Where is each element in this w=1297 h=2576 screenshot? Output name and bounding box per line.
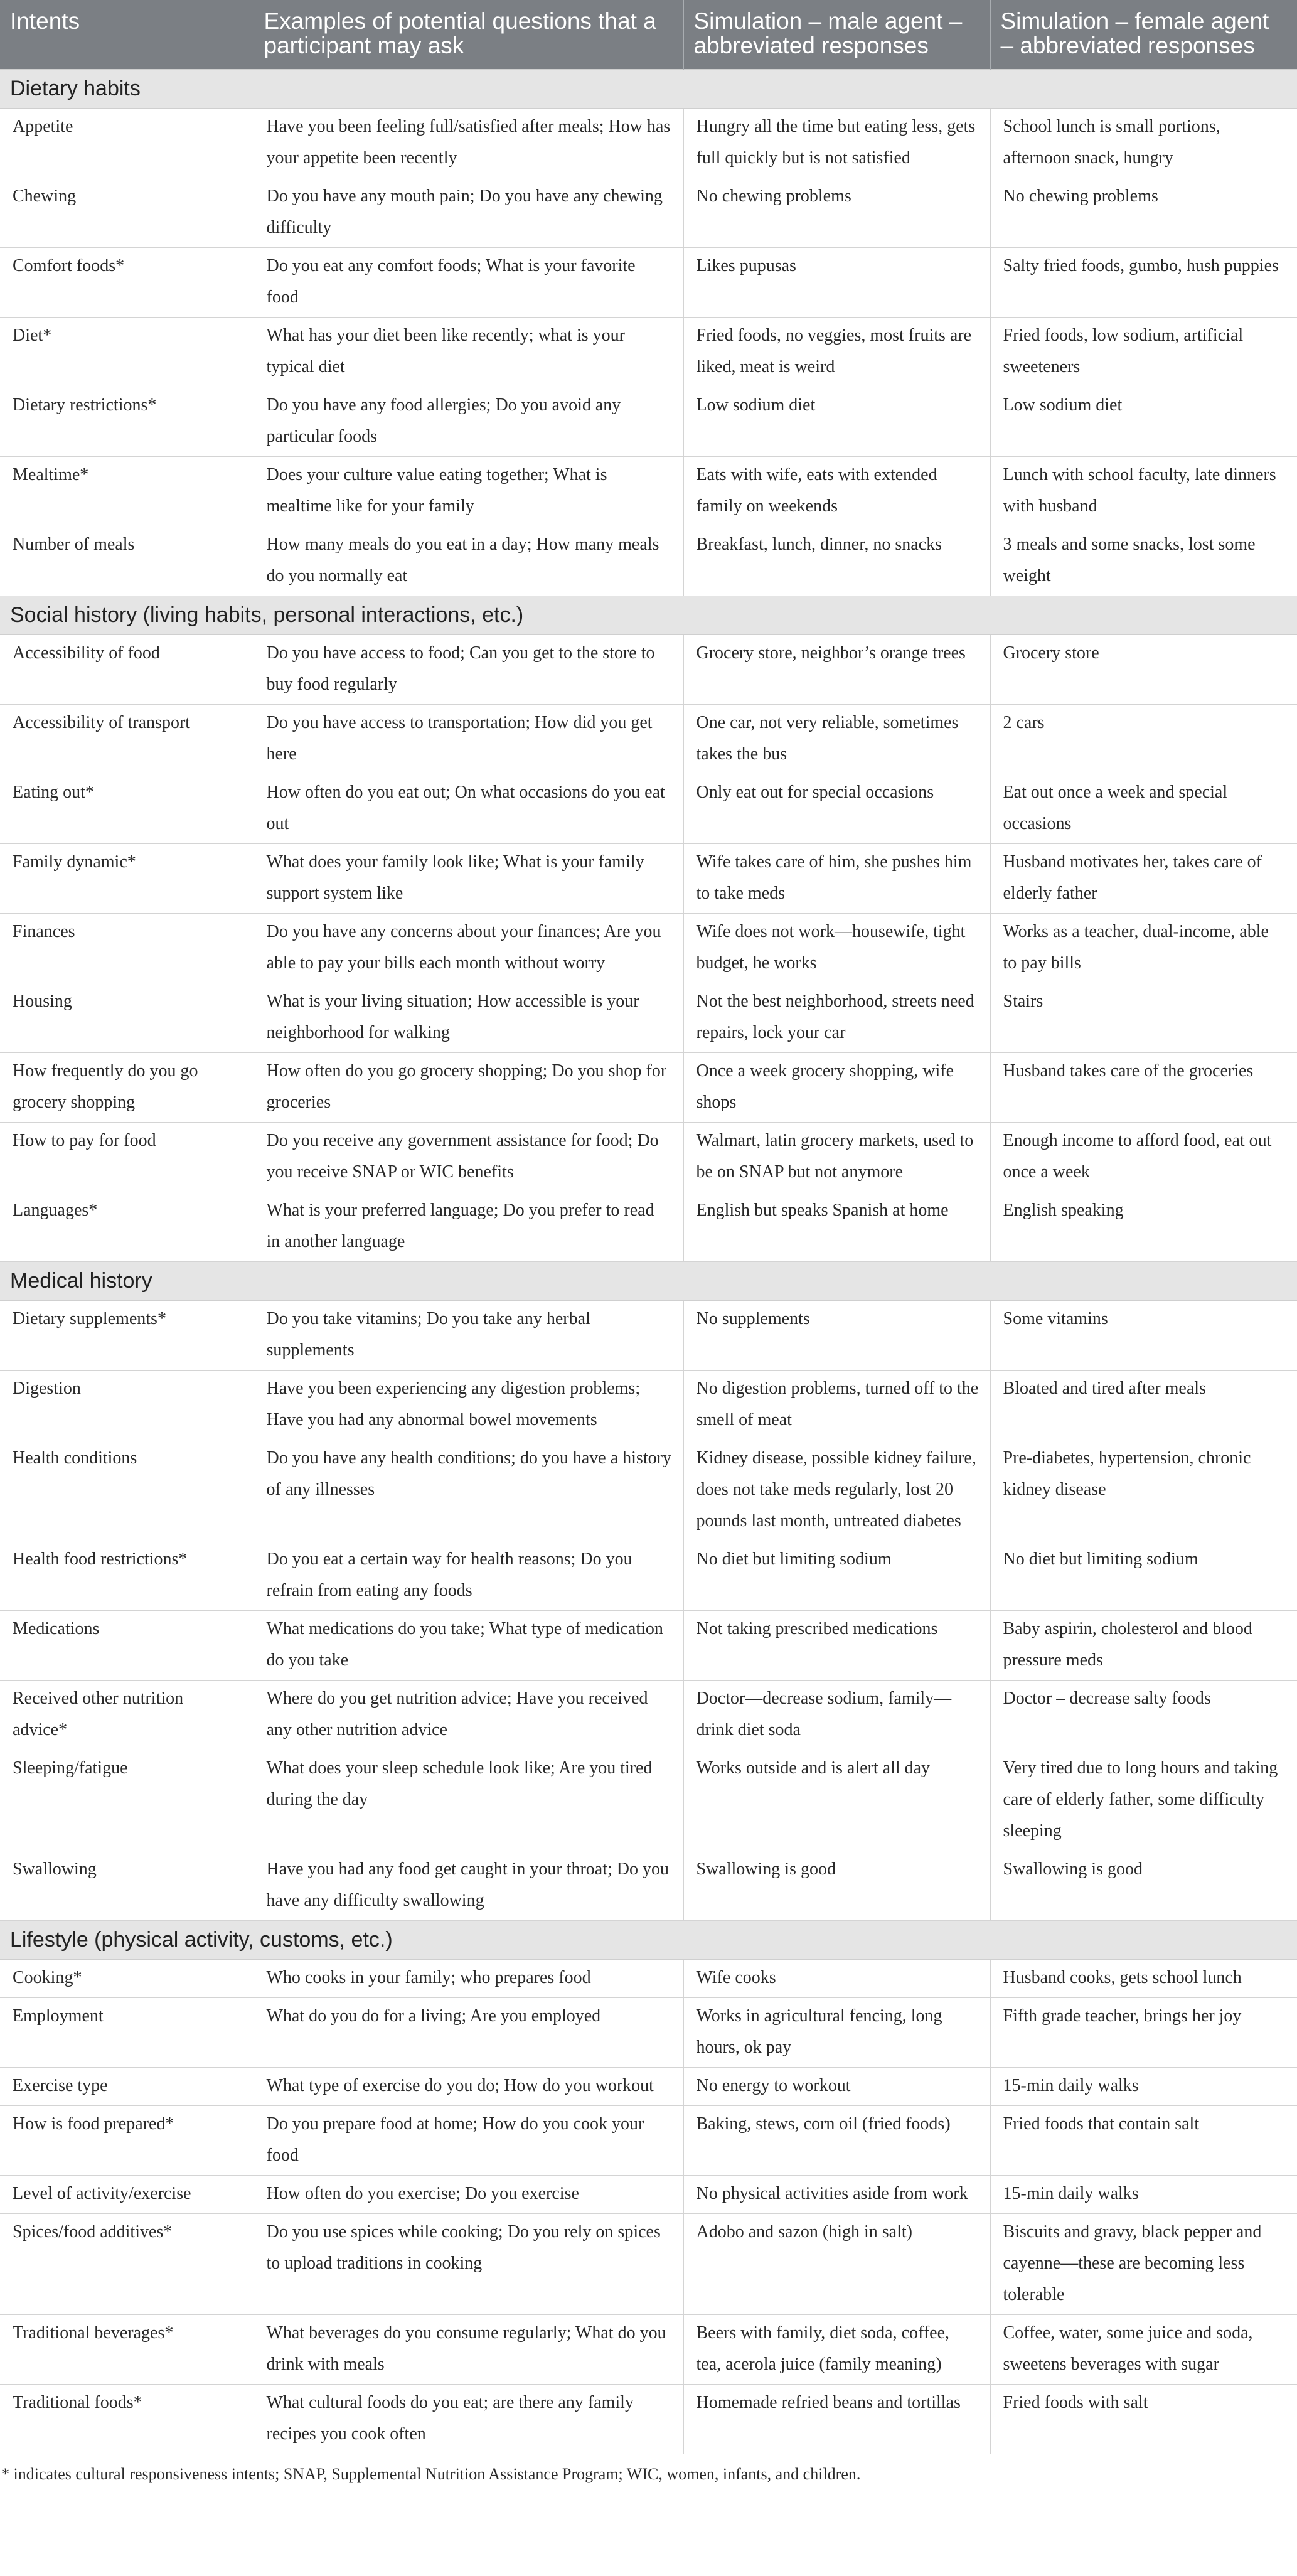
table-row [0,983,1297,1052]
intent-cell: Sleeping/fatigue [0,1750,254,1851]
question-cell: Where do you get nutrition advice; Have you received any other nutrition advice [254,1680,683,1750]
section-title: Lifestyle (physical activity, customs, etc.) [0,1920,1297,1959]
table-row [0,456,1297,526]
intent-cell: How is food prepared* [0,2105,254,2175]
male-response-cell: Beers with family, diet soda, coffee, tea, acerola juice (family meaning) [683,2314,990,2384]
intent-cell: Chewing [0,178,254,247]
table-row [0,1851,1297,1920]
table-row [0,526,1297,596]
table-header [0,0,1297,69]
male-response-cell: Fried foods, no veggies, most fruits are liked, meat is weird [683,317,990,387]
question-cell: Do you eat any comfort foods; What is your favorite food [254,247,683,317]
male-response-cell: English but speaks Spanish at home [683,1192,990,1261]
intent-cell: Dietary restrictions* [0,387,254,456]
female-response-cell: 15-min daily walks [990,2175,1297,2213]
table-row [0,387,1297,456]
male-response-cell: Doctor—decrease sodium, family—drink diet soda [683,1680,990,1750]
male-response-cell: Wife takes care of him, she pushes him to take meds [683,843,990,913]
question-cell: What do you do for a living; Are you employed [254,1997,683,2067]
male-response-cell: Low sodium diet [683,387,990,456]
intent-cell: Traditional beverages* [0,2314,254,2384]
question-cell: Have you had any food get caught in your throat; Do you have any difficulty swallowing [254,1851,683,1920]
female-response-cell: Biscuits and gravy, black pepper and cayenne—these are becoming less tolerable [990,2213,1297,2314]
table-row [0,1610,1297,1680]
intent-cell: Finances [0,913,254,983]
female-response-cell: Fifth grade teacher, brings her joy [990,1997,1297,2067]
female-response-cell: Fried foods, low sodium, artificial sweeteners [990,317,1297,387]
table-row [0,1052,1297,1122]
male-response-cell: Once a week grocery shopping, wife shops [683,1052,990,1122]
male-response-cell: No physical activities aside from work [683,2175,990,2213]
section-row [0,596,1297,634]
female-response-cell: School lunch is small portions, afternoon snack, hungry [990,108,1297,178]
intent-cell: Received other nutrition advice* [0,1680,254,1750]
female-response-cell: Husband motivates her, takes care of elderly father [990,843,1297,913]
intent-cell: Languages* [0,1192,254,1261]
question-cell: Who cooks in your family; who prepares food [254,1959,683,1997]
table-row [0,247,1297,317]
male-response-cell: No diet but limiting sodium [683,1541,990,1610]
table-row [0,1541,1297,1610]
male-response-cell: Not the best neighborhood, streets need repairs, lock your car [683,983,990,1052]
section-row [0,1261,1297,1300]
female-response-cell: Grocery store [990,634,1297,704]
header-intents: Intents [0,0,254,69]
table-row [0,2314,1297,2384]
question-cell: Do you use spices while cooking; Do you rely on spices to upload traditions in cooking [254,2213,683,2314]
question-cell: Do you have any food allergies; Do you avoid any particular foods [254,387,683,456]
table-row [0,1750,1297,1851]
male-response-cell: Homemade refried beans and tortillas [683,2384,990,2454]
intent-cell: Eating out* [0,774,254,843]
female-response-cell: Fried foods that contain salt [990,2105,1297,2175]
question-cell: What is your preferred language; Do you prefer to read in another language [254,1192,683,1261]
table-row [0,634,1297,704]
question-cell: How often do you exercise; Do you exercise [254,2175,683,2213]
intent-cell: Employment [0,1997,254,2067]
female-response-cell: Very tired due to long hours and taking care of elderly father, some difficulty sleeping [990,1750,1297,1851]
question-cell: Do you receive any government assistance for food; Do you receive SNAP or WIC benefits [254,1122,683,1192]
intent-cell: Comfort foods* [0,247,254,317]
question-cell: Have you been feeling full/satisfied after meals; How has your appetite been recently [254,108,683,178]
header-questions: Examples of potential questions that a participant may ask [254,0,683,69]
question-cell: Do you eat a certain way for health reasons; Do you refrain from eating any foods [254,1541,683,1610]
question-cell: What type of exercise do you do; How do you workout [254,2067,683,2105]
intent-cell: Health food restrictions* [0,1541,254,1610]
male-response-cell: Kidney disease, possible kidney failure, does not take meds regularly, lost 20 pounds last month, untreated diabetes [683,1440,990,1541]
female-response-cell: Stairs [990,983,1297,1052]
male-response-cell: Works in agricultural fencing, long hours, ok pay [683,1997,990,2067]
table-row [0,913,1297,983]
table-row [0,2105,1297,2175]
male-response-cell: Baking, stews, corn oil (fried foods) [683,2105,990,2175]
header-female-agent: Simulation – female agent – abbreviated responses [990,0,1297,69]
section-title: Social history (living habits, personal interactions, etc.) [0,596,1297,634]
table-row [0,2067,1297,2105]
table-row [0,2384,1297,2454]
male-response-cell: Breakfast, lunch, dinner, no snacks [683,526,990,596]
table-row [0,1300,1297,1370]
section-title: Medical history [0,1261,1297,1300]
male-response-cell: No digestion problems, turned off to the smell of meat [683,1370,990,1440]
female-response-cell: 3 meals and some snacks, lost some weight [990,526,1297,596]
table-row [0,843,1297,913]
female-response-cell: Husband cooks, gets school lunch [990,1959,1297,1997]
section-row [0,69,1297,108]
intent-cell: Appetite [0,108,254,178]
table-row [0,2213,1297,2314]
intent-cell: Dietary supplements* [0,1300,254,1370]
question-cell: What medications do you take; What type of medication do you take [254,1610,683,1680]
female-response-cell: Low sodium diet [990,387,1297,456]
question-cell: Do you have access to transportation; How did you get here [254,704,683,774]
intent-cell: Spices/food additives* [0,2213,254,2314]
intent-cell: Accessibility of transport [0,704,254,774]
table-row [0,1370,1297,1440]
table-row [0,1192,1297,1261]
question-cell: What is your living situation; How accessible is your neighborhood for walking [254,983,683,1052]
intent-cell: Accessibility of food [0,634,254,704]
table-row [0,1440,1297,1541]
table-row [0,704,1297,774]
question-cell: What beverages do you consume regularly; What do you drink with meals [254,2314,683,2384]
female-response-cell: Enough income to afford food, eat out once a week [990,1122,1297,1192]
question-cell: Do you have access to food; Can you get to the store to buy food regularly [254,634,683,704]
question-cell: How many meals do you eat in a day; How many meals do you normally eat [254,526,683,596]
table-row [0,1997,1297,2067]
intent-cell: Diet* [0,317,254,387]
intent-cell: Swallowing [0,1851,254,1920]
question-cell: How often do you eat out; On what occasions do you eat out [254,774,683,843]
question-cell: How often do you go grocery shopping; Do you shop for groceries [254,1052,683,1122]
question-cell: Do you take vitamins; Do you take any herbal supplements [254,1300,683,1370]
question-cell: Do you have any health conditions; do you have a history of any illnesses [254,1440,683,1541]
intent-cell: How frequently do you go grocery shopping [0,1052,254,1122]
question-cell: Do you have any mouth pain; Do you have any chewing difficulty [254,178,683,247]
male-response-cell: One car, not very reliable, sometimes takes the bus [683,704,990,774]
table-body [0,69,1297,2454]
female-response-cell: No chewing problems [990,178,1297,247]
female-response-cell: No diet but limiting sodium [990,1541,1297,1610]
female-response-cell: Bloated and tired after meals [990,1370,1297,1440]
male-response-cell: Grocery store, neighbor’s orange trees [683,634,990,704]
intent-cell: Exercise type [0,2067,254,2105]
intent-cell: Family dynamic* [0,843,254,913]
female-response-cell: 15-min daily walks [990,2067,1297,2105]
male-response-cell: Walmart, latin grocery markets, used to be on SNAP but not anymore [683,1122,990,1192]
female-response-cell: Coffee, water, some juice and soda, sweetens beverages with sugar [990,2314,1297,2384]
male-response-cell: Adobo and sazon (high in salt) [683,2213,990,2314]
question-cell: What does your family look like; What is your family support system like [254,843,683,913]
table-row [0,178,1297,247]
female-response-cell: Doctor – decrease salty foods [990,1680,1297,1750]
male-response-cell: No chewing problems [683,178,990,247]
intent-cell: Traditional foods* [0,2384,254,2454]
intent-cell: Cooking* [0,1959,254,1997]
female-response-cell: Some vitamins [990,1300,1297,1370]
table-footnote: * indicates cultural responsiveness intents; SNAP, Supplemental Nutrition Assistance Program; WIC, women, infants, and children. [1,2464,861,2483]
header-row [0,0,1297,69]
question-cell: Do you prepare food at home; How do you cook your food [254,2105,683,2175]
male-response-cell: Hungry all the time but eating less, gets full quickly but is not satisfied [683,108,990,178]
intent-cell: Housing [0,983,254,1052]
question-cell: What has your diet been like recently; what is your typical diet [254,317,683,387]
female-response-cell: Salty fried foods, gumbo, hush puppies [990,247,1297,317]
female-response-cell: Fried foods with salt [990,2384,1297,2454]
table-row [0,1959,1297,1997]
table-row [0,774,1297,843]
male-response-cell: Swallowing is good [683,1851,990,1920]
intent-cell: Digestion [0,1370,254,1440]
table-row [0,1680,1297,1750]
question-cell: Does your culture value eating together; What is mealtime like for your family [254,456,683,526]
female-response-cell: 2 cars [990,704,1297,774]
male-response-cell: Wife does not work—housewife, tight budget, he works [683,913,990,983]
female-response-cell: Works as a teacher, dual-income, able to pay bills [990,913,1297,983]
female-response-cell: Lunch with school faculty, late dinners with husband [990,456,1297,526]
question-cell: What cultural foods do you eat; are there any family recipes you cook often [254,2384,683,2454]
female-response-cell: Eat out once a week and special occasions [990,774,1297,843]
intent-cell: Health conditions [0,1440,254,1541]
male-response-cell: Wife cooks [683,1959,990,1997]
male-response-cell: Only eat out for special occasions [683,774,990,843]
question-cell: What does your sleep schedule look like; Are you tired during the day [254,1750,683,1851]
male-response-cell: Works outside and is alert all day [683,1750,990,1851]
section-row [0,1920,1297,1959]
intent-cell: Medications [0,1610,254,1680]
male-response-cell: No supplements [683,1300,990,1370]
intent-cell: How to pay for food [0,1122,254,1192]
male-response-cell: No energy to workout [683,2067,990,2105]
female-response-cell: Pre-diabetes, hypertension, chronic kidney disease [990,1440,1297,1541]
header-male-agent: Simulation – male agent – abbreviated responses [683,0,990,69]
male-response-cell: Likes pupusas [683,247,990,317]
male-response-cell: Eats with wife, eats with extended family on weekends [683,456,990,526]
section-title: Dietary habits [0,69,1297,108]
table-row [0,108,1297,178]
question-cell: Do you have any concerns about your finances; Are you able to pay your bills each month without worry [254,913,683,983]
table-row [0,2175,1297,2213]
female-response-cell: Husband takes care of the groceries [990,1052,1297,1122]
female-response-cell: Swallowing is good [990,1851,1297,1920]
intent-cell: Number of meals [0,526,254,596]
intent-cell: Level of activity/exercise [0,2175,254,2213]
male-response-cell: Not taking prescribed medications [683,1610,990,1680]
female-response-cell: Baby aspirin, cholesterol and blood pressure meds [990,1610,1297,1680]
question-cell: Have you been experiencing any digestion problems; Have you had any abnormal bowel movements [254,1370,683,1440]
table-row [0,317,1297,387]
table-row [0,1122,1297,1192]
intent-cell: Mealtime* [0,456,254,526]
female-response-cell: English speaking [990,1192,1297,1261]
